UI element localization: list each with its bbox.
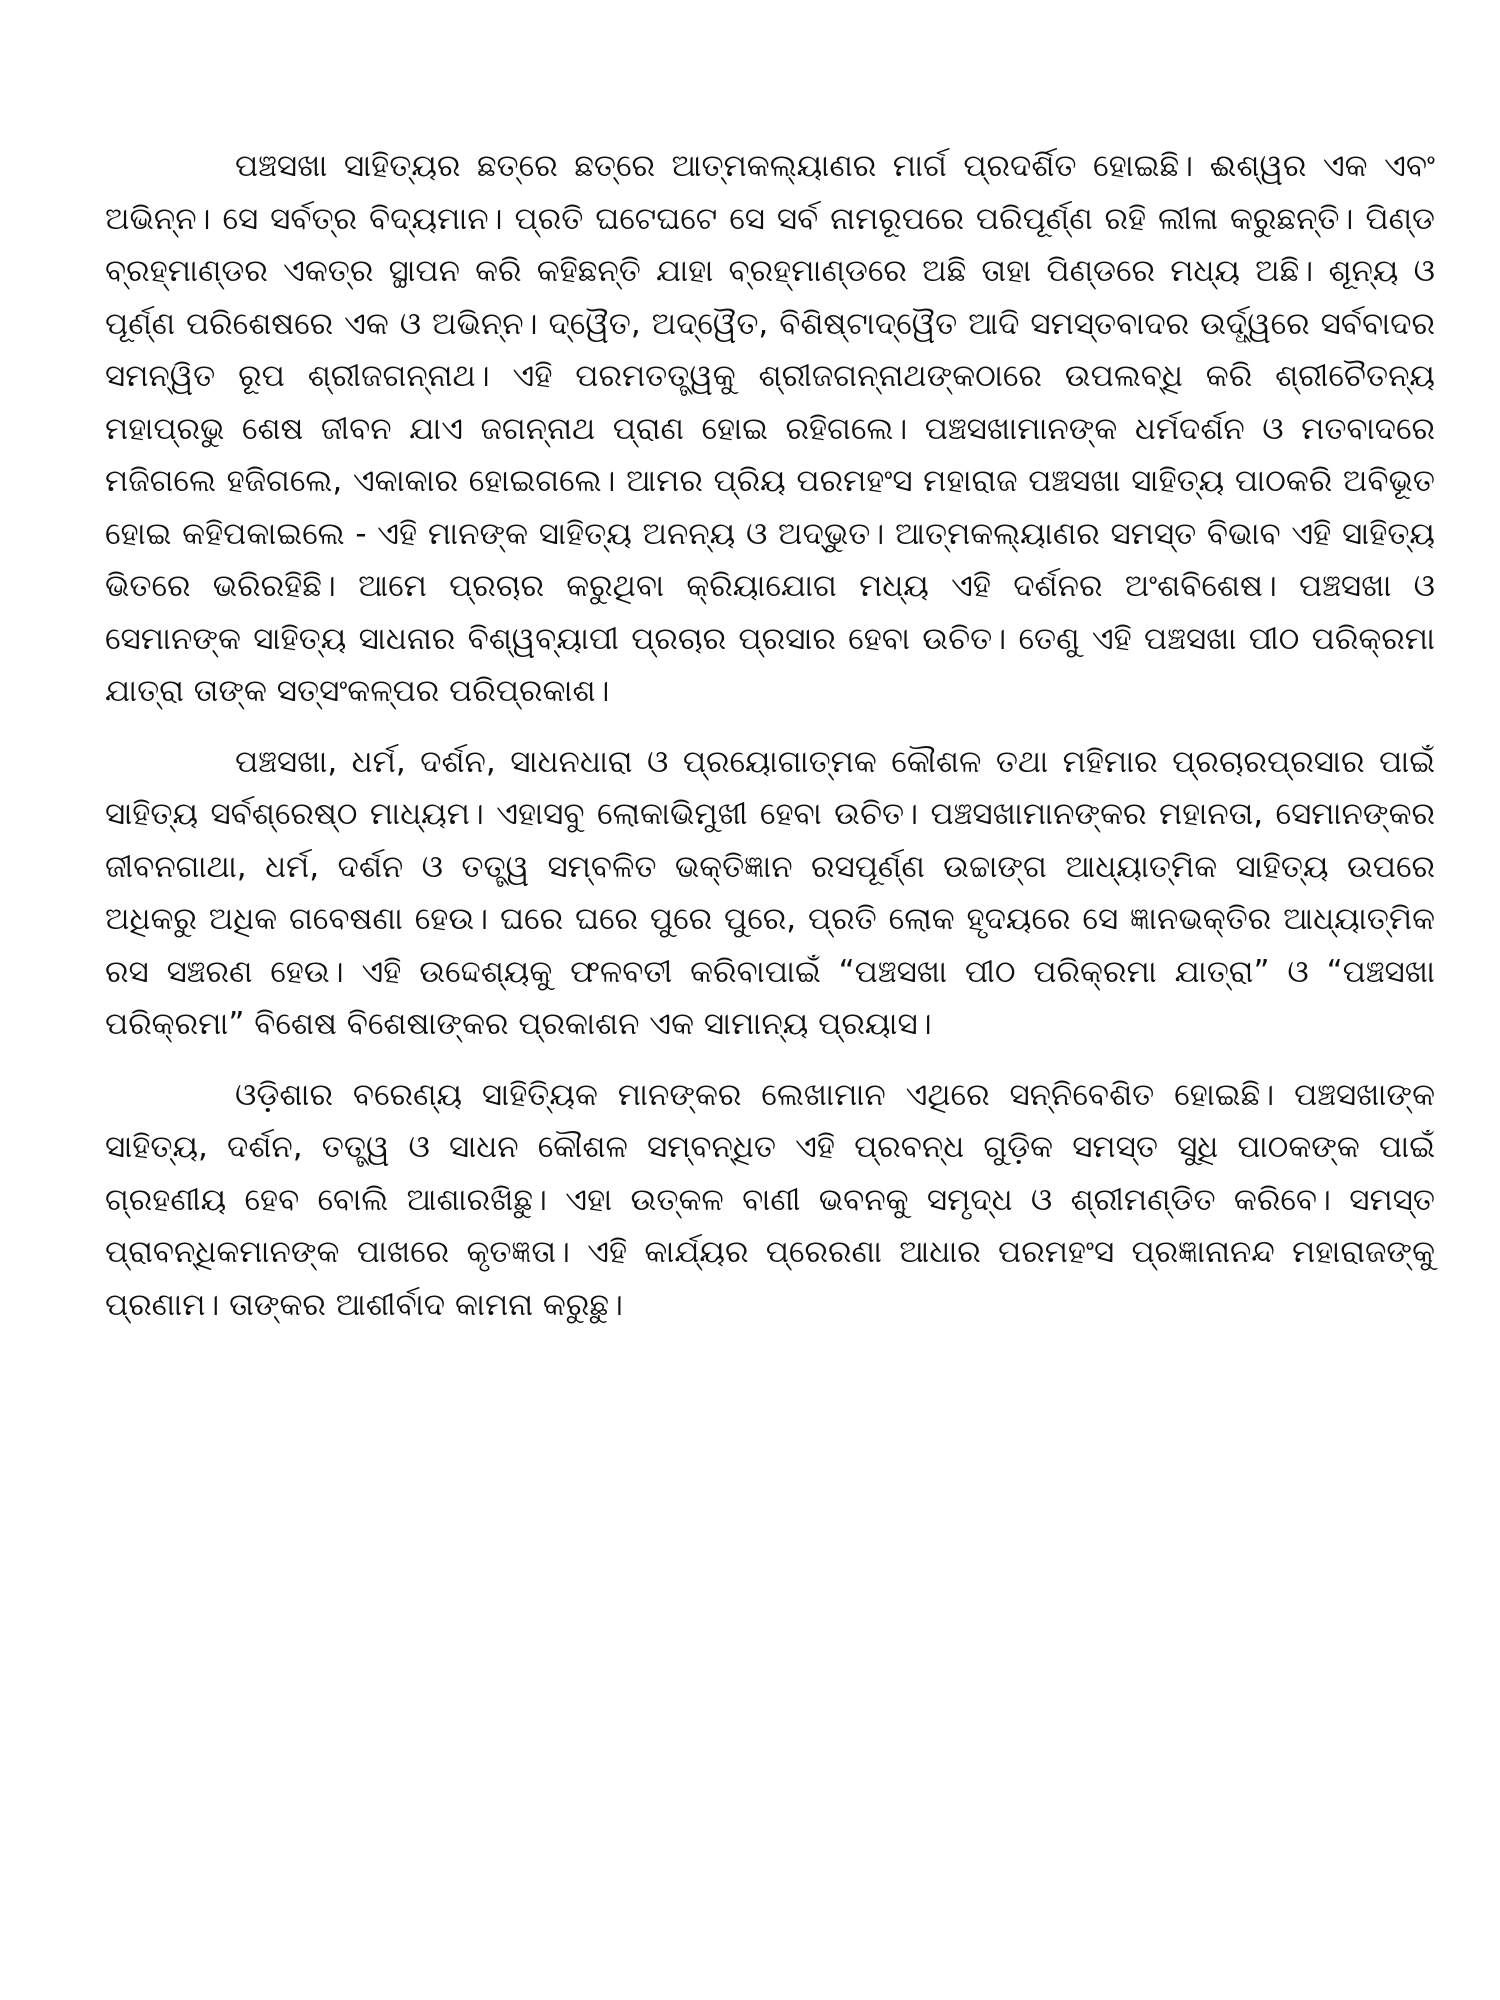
paragraph-1: ପଞ୍ଚସଖା ସାହିତ୍ୟର ଛତ୍ରେ ଛତ୍ରେ ଆତ୍ମକଲ୍ୟାଣର ମାର୍ଗ ପ୍ରଦର୍ଶିତ ହୋଇଛି। ଈଶ୍ୱର ଏକ ଏବଂ ଅଭିନ୍ନ। ସେ ସର୍ବତ୍ର ବିଦ୍ୟମାନ। ପ୍ରତି ଘଟେଘଟେ ସେ ସର୍ବ ନାମରୂପରେ ପରିପୂର୍ଣ୍ଣ ରହି ଲୀଳା କରୁଛନ୍ତି। ପିଣ୍ଡ ବ୍ରହ୍ମାଣ୍ଡର ଏକତ୍ର ସ୍ଥାପନ କରି କହିଛନ୍ତି ଯାହା ବ୍ରହ୍ମାଣ୍ଡରେ ଅଛି ତାହା ପିଣ୍ଡରେ ମଧ୍ୟ ଅଛି। ଶୂନ୍ୟ ଓ ପୂର୍ଣ୍ଣ ପରିଶେଷରେ ଏକ ଓ ଅଭିନ୍ନ। ଦ୍ୱୈତ, ଅଦ୍ୱୈତ, ବିଶିଷ୍ଟାଦ୍ୱୈତ ଆଦି ସମସ୍ତବାଦର ଉର୍ଦ୍ଧ୍ୱରେ ସର୍ବବାଦର ସମନ୍ୱିତ ରୂପ ଶ୍ରୀଜଗନ୍ନାଥ। ଏହି ପରମତତ୍ତ୍ୱକୁ ଶ୍ରୀଜଗନ୍ନାଥଙ୍କଠାରେ ଉପଲବ୍ଧି କରି ଶ୍ରୀଚୈତନ୍ୟ ମହାପ୍ରଭୁ ଶେଷ ଜୀବନ ଯାଏ ଜଗନ୍ନାଥ ପ୍ରାଣ ହୋଇ ରହିଗଲେ। ପଞ୍ଚସଖାମାନଙ୍କ ଧର୍ମଦର୍ଶନ ଓ ମତବାଦରେ ମଜିଗଲେ ହଜିଗଲେ, ଏକାକାର ହୋଇଗଲେ। ଆମର ପ୍ରିୟ ପରମହଂସ ମହାରାଜ ପଞ୍ଚସଖା ସାହିତ୍ୟ ପାଠକରି ଅବିଭୂତ ହୋଇ କହିପକାଇଲେ - ଏହି ମାନଙ୍କ ସାହିତ୍ୟ ଅନନ୍ୟ ଓ ଅଦ୍ଭୁତ। ଆତ୍ମକଲ୍ୟାଣର ସମସ୍ତ ବିଭାବ ଏହି ସାହିତ୍ୟ ଭିତରେ ଭରିରହିଛି। ଆମେ ପ୍ରଚାର କରୁଥିବା କ୍ରିୟାଯୋଗ ମଧ୍ୟ ଏହି ଦର୍ଶନର ଅଂଶବିଶେଷ। ପଞ୍ଚସଖା ଓ ସେମାନଙ୍କ ସାହିତ୍ୟ ସାଧନାର ବିଶ୍ୱବ୍ୟାପୀ ପ୍ରଚାର ପ୍ରସାର ହେବା ଉଚିତ। ତେଣୁ ଏହି ପଞ୍ଚସଖା ପୀଠ ପରିକ୍ରମା ଯାତ୍ରା ତାଙ୍କ ସତ୍‌ସଂକଳ୍ପର ପରିପ୍ରକାଶ। <box>105 148 1436 709</box>
body-text <box>105 140 1435 1331</box>
paragraph-2: ପଞ୍ଚସଖା, ଧର୍ମ, ଦର୍ଶନ, ସାଧନଧାରା ଓ ପ୍ରୟୋଗାତ୍ମକ କୌଶଳ ତଥା ମହିମାର ପ୍ରଚାରପ୍ରସାର ପାଇଁ ସାହିତ୍ୟ ସର୍ବଶ୍ରେଷ୍ଠ ମାଧ୍ୟମ। ଏହାସବୁ ଲୋକାଭିମୁଖୀ ହେବା ଉଚିତ। ପଞ୍ଚସଖାମାନଙ୍କର ମହାନତା, ସେମାନଙ୍କର ଜୀବନଗାଥା, ଧର୍ମ, ଦର୍ଶନ ଓ ତତ୍ତ୍ୱ ସମ୍ବଳିତ ଭକ୍ତିଜ୍ଞାନ ରସପୂର୍ଣ୍ଣ ଉଚ୍ଚାଙ୍ଗ ଆଧ୍ୟାତ୍ମିକ ସାହିତ୍ୟ ଉପରେ ଅଧିକରୁ ଅଧିକ ଗବେଷଣା ହେଉ। ଘରେ ଘରେ ପୁରେ ପୁରେ, ପ୍ରତି ଲୋକ ହୃଦୟରେ ସେ ଜ୍ଞାନଭକ୍ତିର ଆଧ୍ୟାତ୍ମିକ ରସ ସଞ୍ଚରଣ ହେଉ। ଏହି ଉଦ୍ଦେଶ୍ୟକୁ ଫଳବତୀ କରିବାପାଇଁ “ପଞ୍ଚସଖା ପୀଠ ପରିକ୍ରମା ଯାତ୍ରା” ଓ “ପଞ୍ଚସଖା ପରିକ୍ରମା” ବିଶେଷ ବିଶେଷାଙ୍କର ପ୍ରକାଶନ ଏକ ସାମାନ୍ୟ ପ୍ରୟାସ। <box>105 743 1435 1042</box>
paragraph-3: ଓଡ଼ିଶାର ବରେଣ୍ୟ ସାହିତ୍ୟିକ ମାନଙ୍କର ଲେଖାମାନ ଏଥିରେ ସନ୍ନିବେଶିତ ହୋଇଛି। ପଞ୍ଚସଖାଙ୍କ ସାହିତ୍ୟ, ଦର୍ଶନ, ତତ୍ତ୍ୱ ଓ ସାଧନ କୌଶଳ ସମ୍ବନ୍ଧିତ ଏହି ପ୍ରବନ୍ଧ ଗୁଡ଼ିକ ସମସ୍ତ ସୁଧି ପାଠକଙ୍କ ପାଇଁ ଗ୍ରହଣୀୟ ହେବ ବୋଲି ଆଶାରଖିଛୁ। ଏହା ଉତ୍କଳ ବାଣୀ ଭବନକୁ ସମୃଦ୍ଧ ଓ ଶ୍ରୀମଣ୍ଡିତ କରିବେ। ସମସ୍ତ ପ୍ରାବନ୍ଧିକମାନଙ୍କ ପାଖରେ କୃତଜ୍ଞତା। ଏହି କାର୍ଯ୍ୟର ପ୍ରେରଣା ଆଧାର ପରମହଂସ ପ୍ରଜ୍ଞାନାନନ୍ଦ ମହାରାଜଙ୍କୁ ପ୍ରଣାମ। ତାଙ୍କର ଆଶୀର୍ବାଦ କାମନା କରୁଛୁ। <box>105 1076 1435 1323</box>
